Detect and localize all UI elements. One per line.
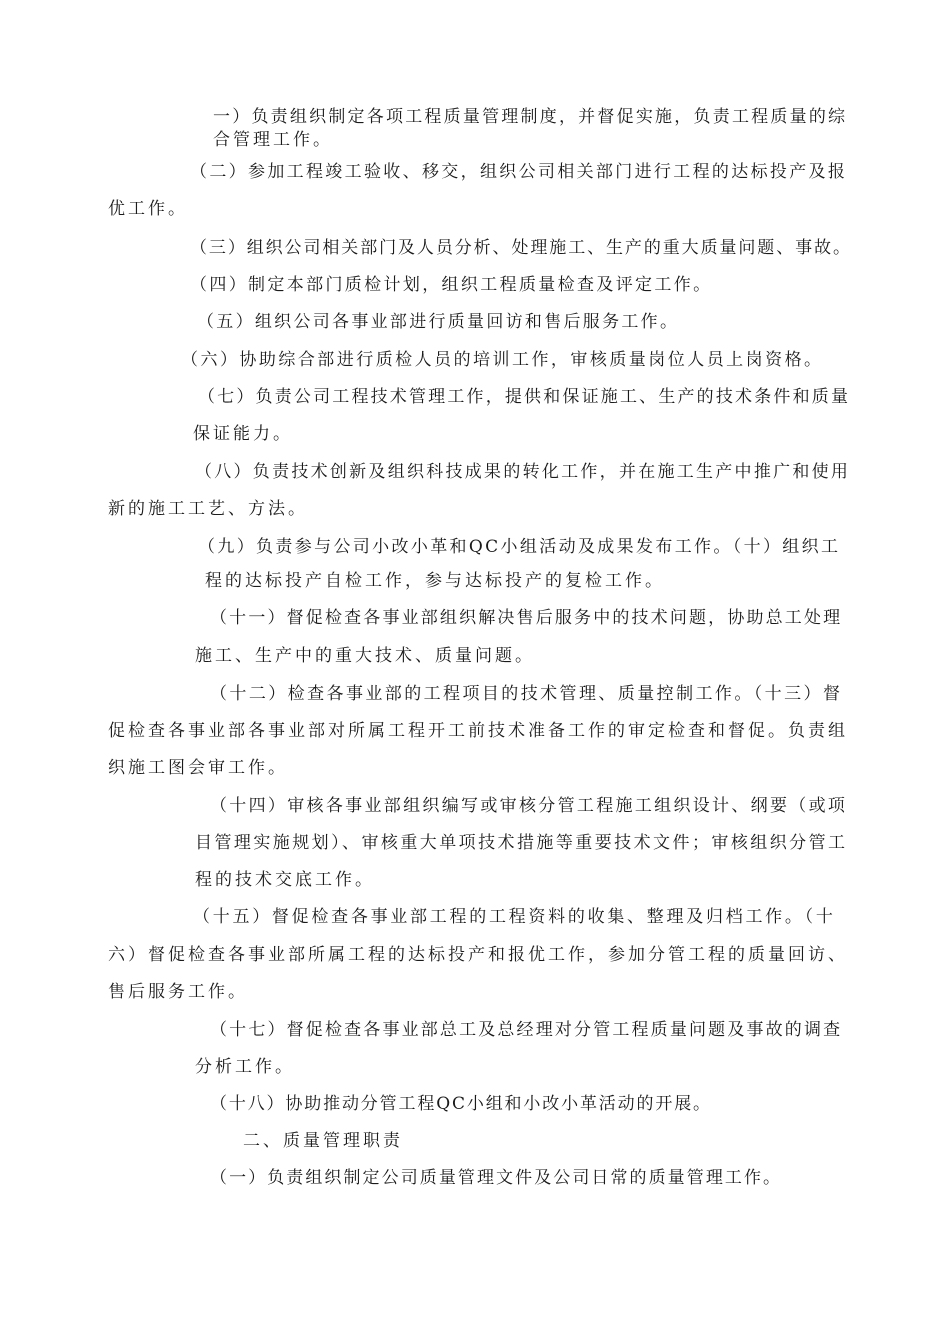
text-line: （九）负责参与公司小改小革和QC小组活动及成果发布工作。（十）组织工 [198, 537, 841, 557]
text-line: 一）负责组织制定各项工程质量管理制度，并督促实施，负责工程质量的综 [213, 107, 848, 127]
text-line: （十一）督促检查各事业部组织解决售后服务中的技术问题，协助总工处理 [210, 608, 843, 628]
text-line: 保证能力。 [193, 424, 293, 444]
text-line: （二）参加工程竣工验收、移交，组织公司相关部门进行工程的达标投产及报 [190, 162, 848, 182]
text-line: 施工、生产中的重大技术、质量问题。 [195, 646, 535, 666]
text-line: （十四）审核各事业部组织编写或审核分管工程施工组织设计、纲要（或项 [210, 796, 848, 816]
text-line: （四）制定本部门质检计划，组织工程质量检查及评定工作。 [190, 275, 713, 295]
text-line: （十五）督促检查各事业部工程的工程资料的收集、整理及归档工作。（十 [193, 907, 836, 927]
text-line: （三）组织公司相关部门及人员分析、处理施工、生产的重大质量问题、事故。 [190, 238, 852, 258]
section-heading: 二、质量管理职责 [243, 1131, 403, 1151]
text-line: （十二）检查各事业部的工程项目的技术管理、质量控制工作。（十三）督 [210, 684, 843, 704]
text-line: 六）督促检查各事业部所属工程的达标投产和报优工作，参加分管工程的质量回访、 [108, 945, 848, 965]
text-line: 织施工图会审工作。 [108, 758, 288, 778]
text-line: （八）负责技术创新及组织科技成果的转化工作，并在施工生产中推广和使用 [195, 462, 851, 482]
text-line: 合管理工作。 [213, 130, 333, 150]
text-line: 分析工作。 [195, 1057, 295, 1077]
text-line: 优工作。 [108, 199, 188, 219]
text-line: （六）协助综合部进行质检人员的培训工作，审核质量岗位人员上岗资格。 [181, 350, 824, 370]
text-line: 目管理实施规划）、审核重大单项技术措施等重要技术文件；审核组织分管工 [195, 833, 848, 853]
text-line: 售后服务工作。 [108, 982, 248, 1002]
text-line: （十八）协助推动分管工程QC小组和小改小革活动的开展。 [210, 1094, 712, 1114]
text-line: 促检查各事业部各事业部对所属工程开工前技术准备工作的审定检查和督促。负责组 [108, 721, 848, 741]
text-line: 程的技术交底工作。 [195, 870, 375, 890]
text-line: （五）组织公司各事业部进行质量回访和售后服务工作。 [197, 312, 680, 332]
text-line: （一）负责组织制定公司质量管理文件及公司日常的质量管理工作。 [210, 1168, 783, 1188]
text-line: （七）负责公司工程技术管理工作，提供和保证施工、生产的技术条件和质量 [198, 387, 851, 407]
text-line: 程的达标投产自检工作，参与达标投产的复检工作。 [205, 571, 665, 591]
text-line: （十七）督促检查各事业部总工及总经理对分管工程质量问题及事故的调查 [210, 1020, 843, 1040]
text-line: 新的施工工艺、方法。 [108, 499, 308, 519]
